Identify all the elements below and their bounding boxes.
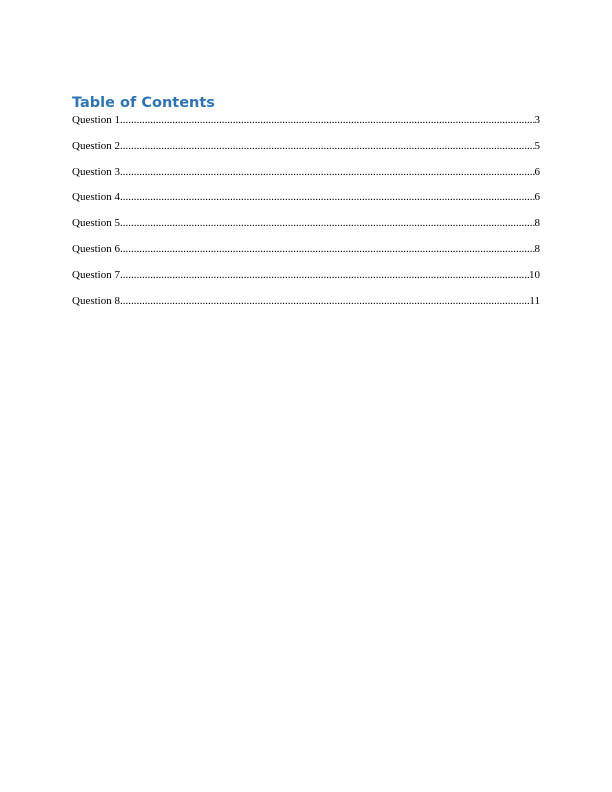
dot-leader	[120, 242, 535, 257]
toc-entry-question-1[interactable]	[72, 113, 540, 139]
toc-entry-label: Question 2	[72, 139, 120, 152]
toc-entry-page-number: 8	[534, 242, 540, 255]
toc-entry-label: Question 5	[72, 217, 120, 230]
toc-entry-label: Question 4	[72, 191, 120, 204]
toc-entry-page-number: 3	[534, 114, 540, 126]
toc-entry-page-number: 6	[534, 191, 540, 204]
toc-entry-page-number: 8	[534, 217, 540, 230]
toc-entry-question-6[interactable]	[72, 242, 540, 268]
toc-entry-question-4[interactable]	[72, 190, 540, 216]
toc-entry-question-5[interactable]	[72, 216, 540, 242]
toc-entry-question-8[interactable]	[72, 294, 540, 320]
toc-heading: Table of Contents	[72, 95, 215, 111]
dot-leader	[120, 113, 535, 128]
toc-entry-label: Question 3	[72, 165, 120, 178]
toc-entry-page-number: 5	[534, 139, 540, 152]
toc-entry-page-number: 6	[534, 165, 540, 178]
toc-entry-question-7[interactable]	[72, 268, 540, 294]
toc-entry-label: Question 8	[72, 294, 120, 307]
dot-leader	[120, 190, 535, 205]
toc-entry-question-3[interactable]	[72, 165, 540, 191]
dot-leader	[120, 268, 529, 283]
toc-entry-label: Question 1	[72, 114, 120, 126]
toc-entry-page-number: 11	[529, 294, 540, 307]
dot-leader	[120, 139, 535, 154]
dot-leader	[120, 294, 529, 309]
toc-entry-label: Question 6	[72, 242, 120, 255]
toc-entry-question-2[interactable]	[72, 139, 540, 165]
toc-entry-label: Question 7	[72, 268, 120, 281]
toc-entry-page-number: 10	[529, 268, 540, 281]
dot-leader	[120, 216, 535, 231]
table-of-contents	[72, 94, 540, 319]
dot-leader	[120, 165, 535, 180]
